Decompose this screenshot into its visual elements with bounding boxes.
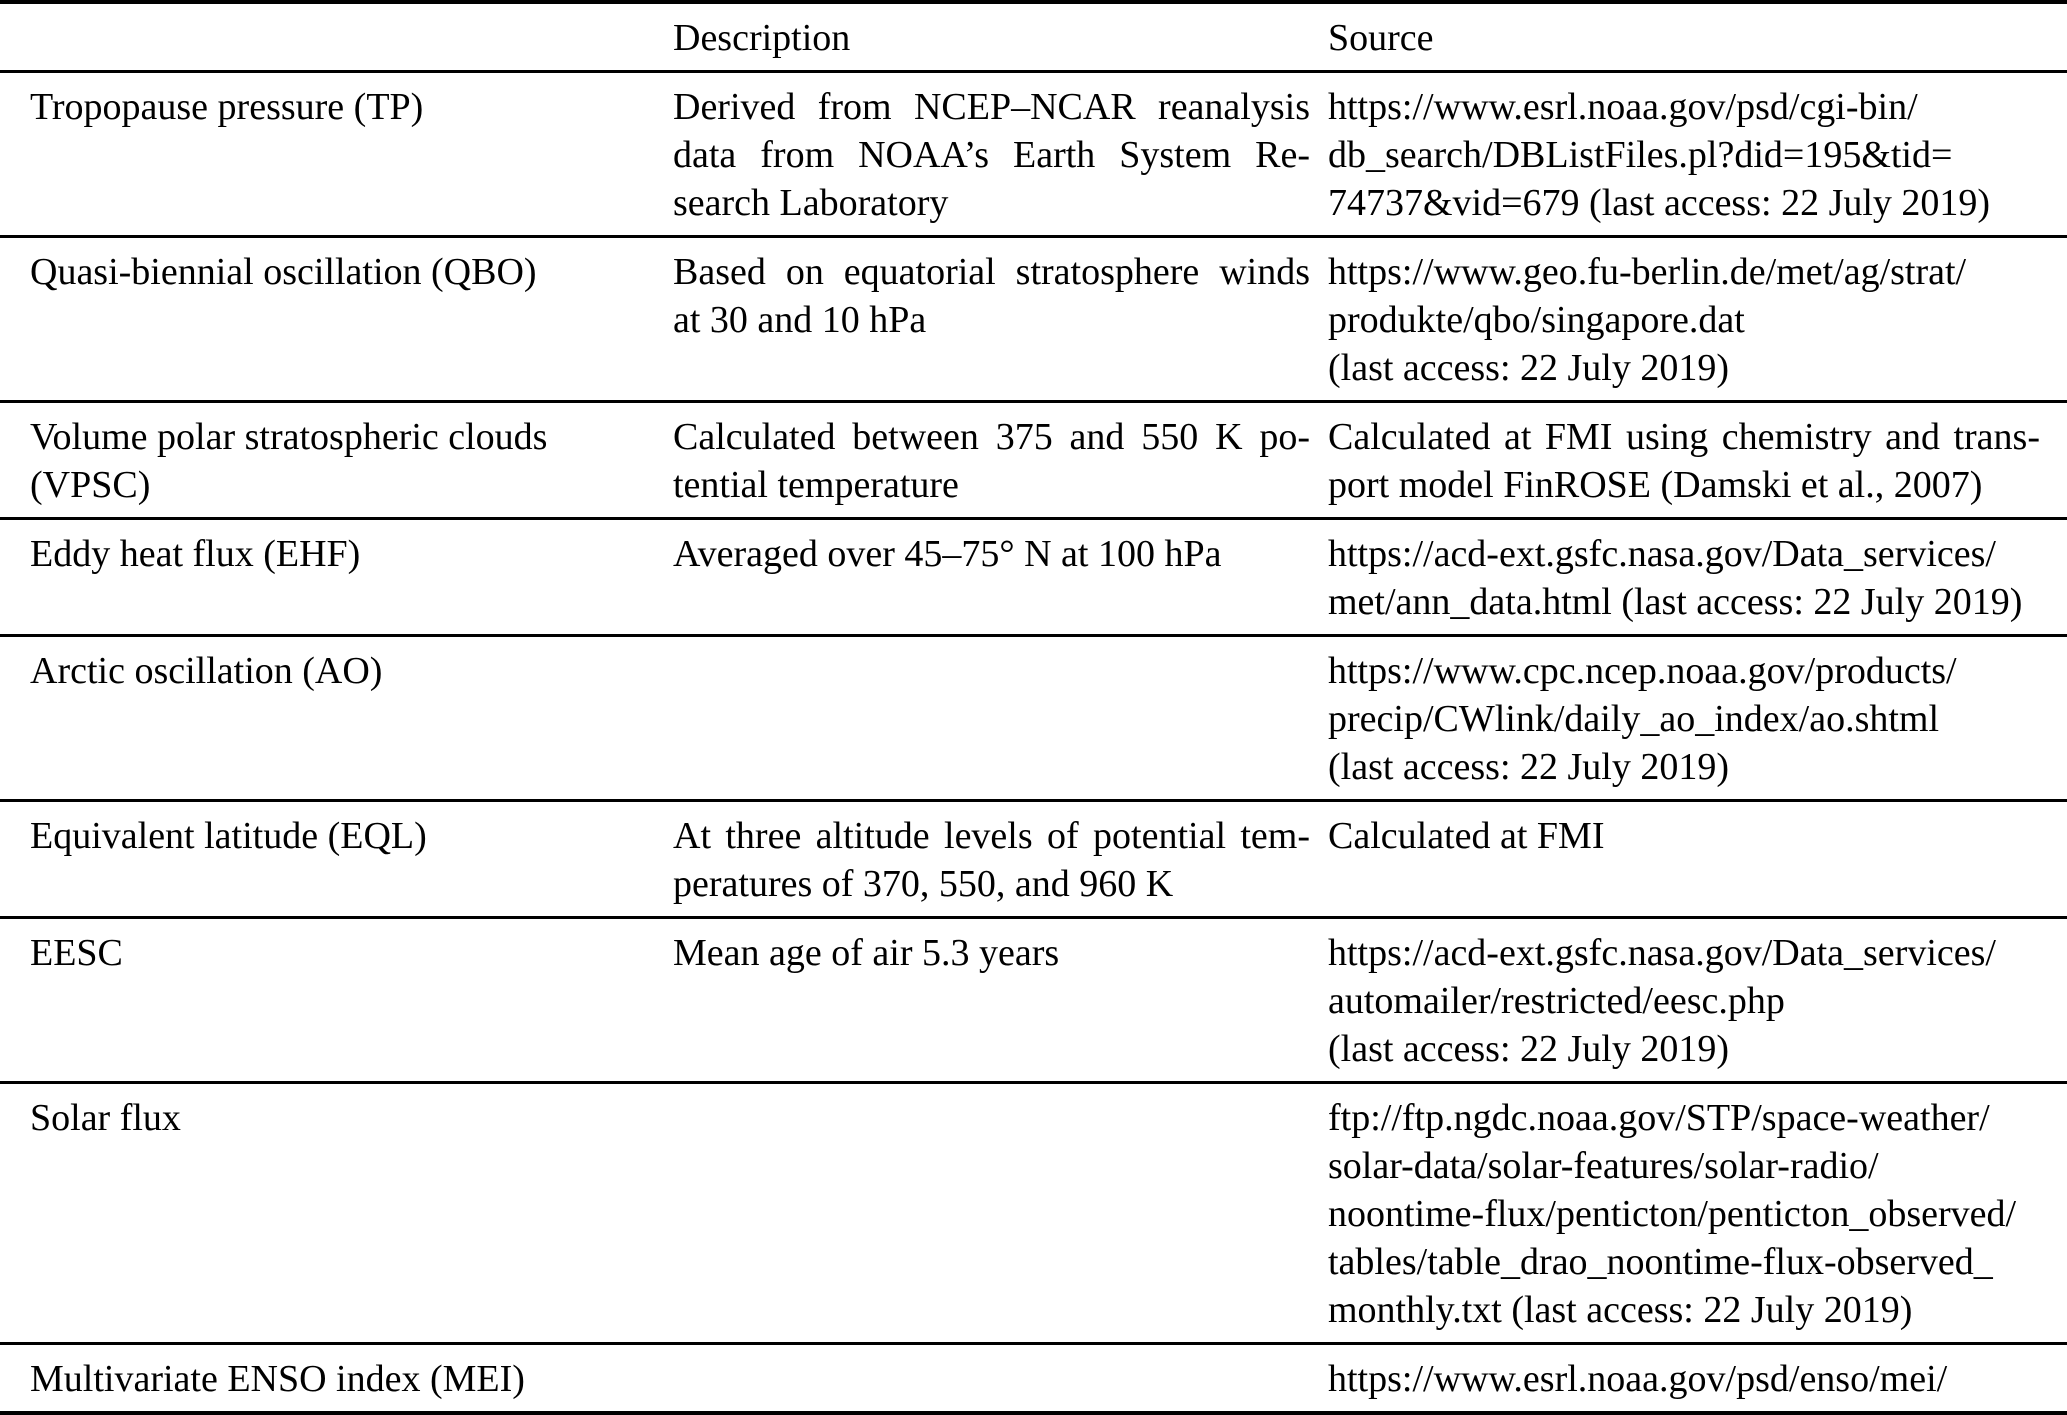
description-line: At three altitude levels of potential tem- [673, 815, 1310, 857]
col-header-proxy [0, 14, 673, 62]
proxy-name-line: Quasi-biennial oscillation (QBO) [30, 251, 537, 293]
source-url-line: met/ann_data.html (last access: 22 July 2019) [1328, 581, 2023, 623]
source-url-line: 74737&vid=679 (last access: 22 July 2019) [1328, 182, 1991, 224]
proxy-name-line: Volume polar stratospheric clouds [30, 416, 548, 458]
source-url-line: https://www.esrl.noaa.gov/psd/cgi-bin/ [1328, 86, 1918, 128]
source-url-line: tables/table_drao_noontime-flux-observed_ [1328, 1241, 1993, 1283]
proxy-name-line: (VPSC) [30, 464, 151, 506]
source-url-line: produkte/qbo/singapore.dat [1328, 299, 1745, 341]
description-cell [673, 83, 1328, 227]
proxy-name-cell [0, 812, 673, 908]
description-line: Averaged over 45–75° N at 100 hPa [673, 533, 1222, 575]
description-line: Derived from NCEP–NCAR reanalysis [673, 86, 1310, 128]
source-url-line: ftp://ftp.ngdc.noaa.gov/STP/space-weather/ [1328, 1097, 1990, 1139]
proxy-name-cell [0, 929, 673, 1073]
source-url-line: (last access: 22 July 2019) [1328, 1028, 1730, 1070]
source-url-line: noontime-flux/penticton/penticton_observed/ [1328, 1193, 2017, 1235]
source-cell [1328, 812, 2067, 908]
source-url-line: https://acd-ext.gsfc.nasa.gov/Data_services/ [1328, 932, 1996, 974]
description-cell [673, 1355, 1328, 1403]
description-cell [673, 647, 1328, 791]
table-row-solar-flux [0, 1081, 2067, 1342]
table-row-tropopause-pressure [0, 70, 2067, 235]
description-line: tential temperature [673, 464, 959, 506]
proxy-name-line: Equivalent latitude (EQL) [30, 815, 427, 857]
description-cell [673, 530, 1328, 626]
col-header-description-label: Description [673, 17, 851, 59]
proxy-name-cell [0, 1355, 673, 1403]
table-row-vpsc [0, 400, 2067, 517]
proxy-name-line: Eddy heat flux (EHF) [30, 533, 361, 575]
proxy-name-line: Multivariate ENSO index (MEI) [30, 1358, 525, 1400]
source-text-line: Calculated at FMI using chemistry and trans- [1328, 416, 2040, 458]
source-url-line: https://acd-ext.gsfc.nasa.gov/Data_services/ [1328, 533, 1996, 575]
source-url-line: solar-data/solar-features/solar-radio/ [1328, 1145, 1879, 1187]
proxy-name-cell [0, 248, 673, 392]
description-line: Mean age of air 5.3 years [673, 932, 1060, 974]
description-line: Calculated between 375 and 550 K po- [673, 416, 1310, 458]
proxy-name-cell [0, 647, 673, 791]
source-url-line: db_search/DBListFiles.pl?did=195&tid= [1328, 134, 1953, 176]
table-row-eesc [0, 916, 2067, 1081]
proxy-name-cell [0, 1094, 673, 1334]
source-url-line: monthly.txt (last access: 22 July 2019) [1328, 1289, 1913, 1331]
col-header-source [1328, 14, 2067, 62]
table-header-row [0, 4, 2067, 70]
table-row-mei [0, 1342, 2067, 1411]
proxy-name-line: Solar flux [30, 1097, 181, 1139]
table-row-ao [0, 634, 2067, 799]
proxy-name-cell [0, 530, 673, 626]
source-url-line: https://www.geo.fu-berlin.de/met/ag/strat/ [1328, 251, 1967, 293]
source-cell [1328, 1355, 2067, 1403]
proxy-name-cell [0, 83, 673, 227]
proxy-name-cell [0, 413, 673, 509]
description-cell [673, 929, 1328, 1073]
description-line: search Laboratory [673, 182, 949, 224]
source-cell [1328, 413, 2067, 509]
source-cell [1328, 530, 2067, 626]
proxy-name-line: Tropopause pressure (TP) [30, 86, 424, 128]
source-url-line: automailer/restricted/eesc.php [1328, 980, 1785, 1022]
proxy-name-line: Arctic oscillation (AO) [30, 650, 383, 692]
proxy-name-line: EESC [30, 932, 123, 974]
source-cell [1328, 248, 2067, 392]
source-cell [1328, 929, 2067, 1073]
table-row-eql [0, 799, 2067, 916]
source-url-line: (last access: 22 July 2019) [1328, 347, 1730, 389]
col-header-description [673, 14, 1328, 62]
source-url-line: https://www.cpc.ncep.noaa.gov/products/ [1328, 650, 1957, 692]
description-cell [673, 248, 1328, 392]
table-row-qbo [0, 235, 2067, 400]
source-cell [1328, 1094, 2067, 1334]
description-line: data from NOAA’s Earth System Re- [673, 134, 1310, 176]
source-cell [1328, 647, 2067, 791]
description-cell [673, 413, 1328, 509]
source-url-line: precip/CWlink/daily_ao_index/ao.shtml [1328, 698, 1940, 740]
source-text-line: port model FinROSE (Damski et al., 2007) [1328, 464, 1983, 506]
table-row-ehf [0, 517, 2067, 634]
description-line: Based on equatorial stratosphere winds [673, 251, 1310, 293]
source-url-line: https://www.esrl.noaa.gov/psd/enso/mei/ [1328, 1358, 1948, 1400]
source-text-line: Calculated at FMI [1328, 815, 1605, 857]
source-url-line: (last access: 22 July 2019) [1328, 746, 1730, 788]
col-header-source-label: Source [1328, 17, 1434, 59]
description-cell [673, 1094, 1328, 1334]
source-cell [1328, 83, 2067, 227]
description-cell [673, 812, 1328, 908]
description-line: peratures of 370, 550, and 960 K [673, 863, 1174, 905]
description-line: at 30 and 10 hPa [673, 299, 927, 341]
